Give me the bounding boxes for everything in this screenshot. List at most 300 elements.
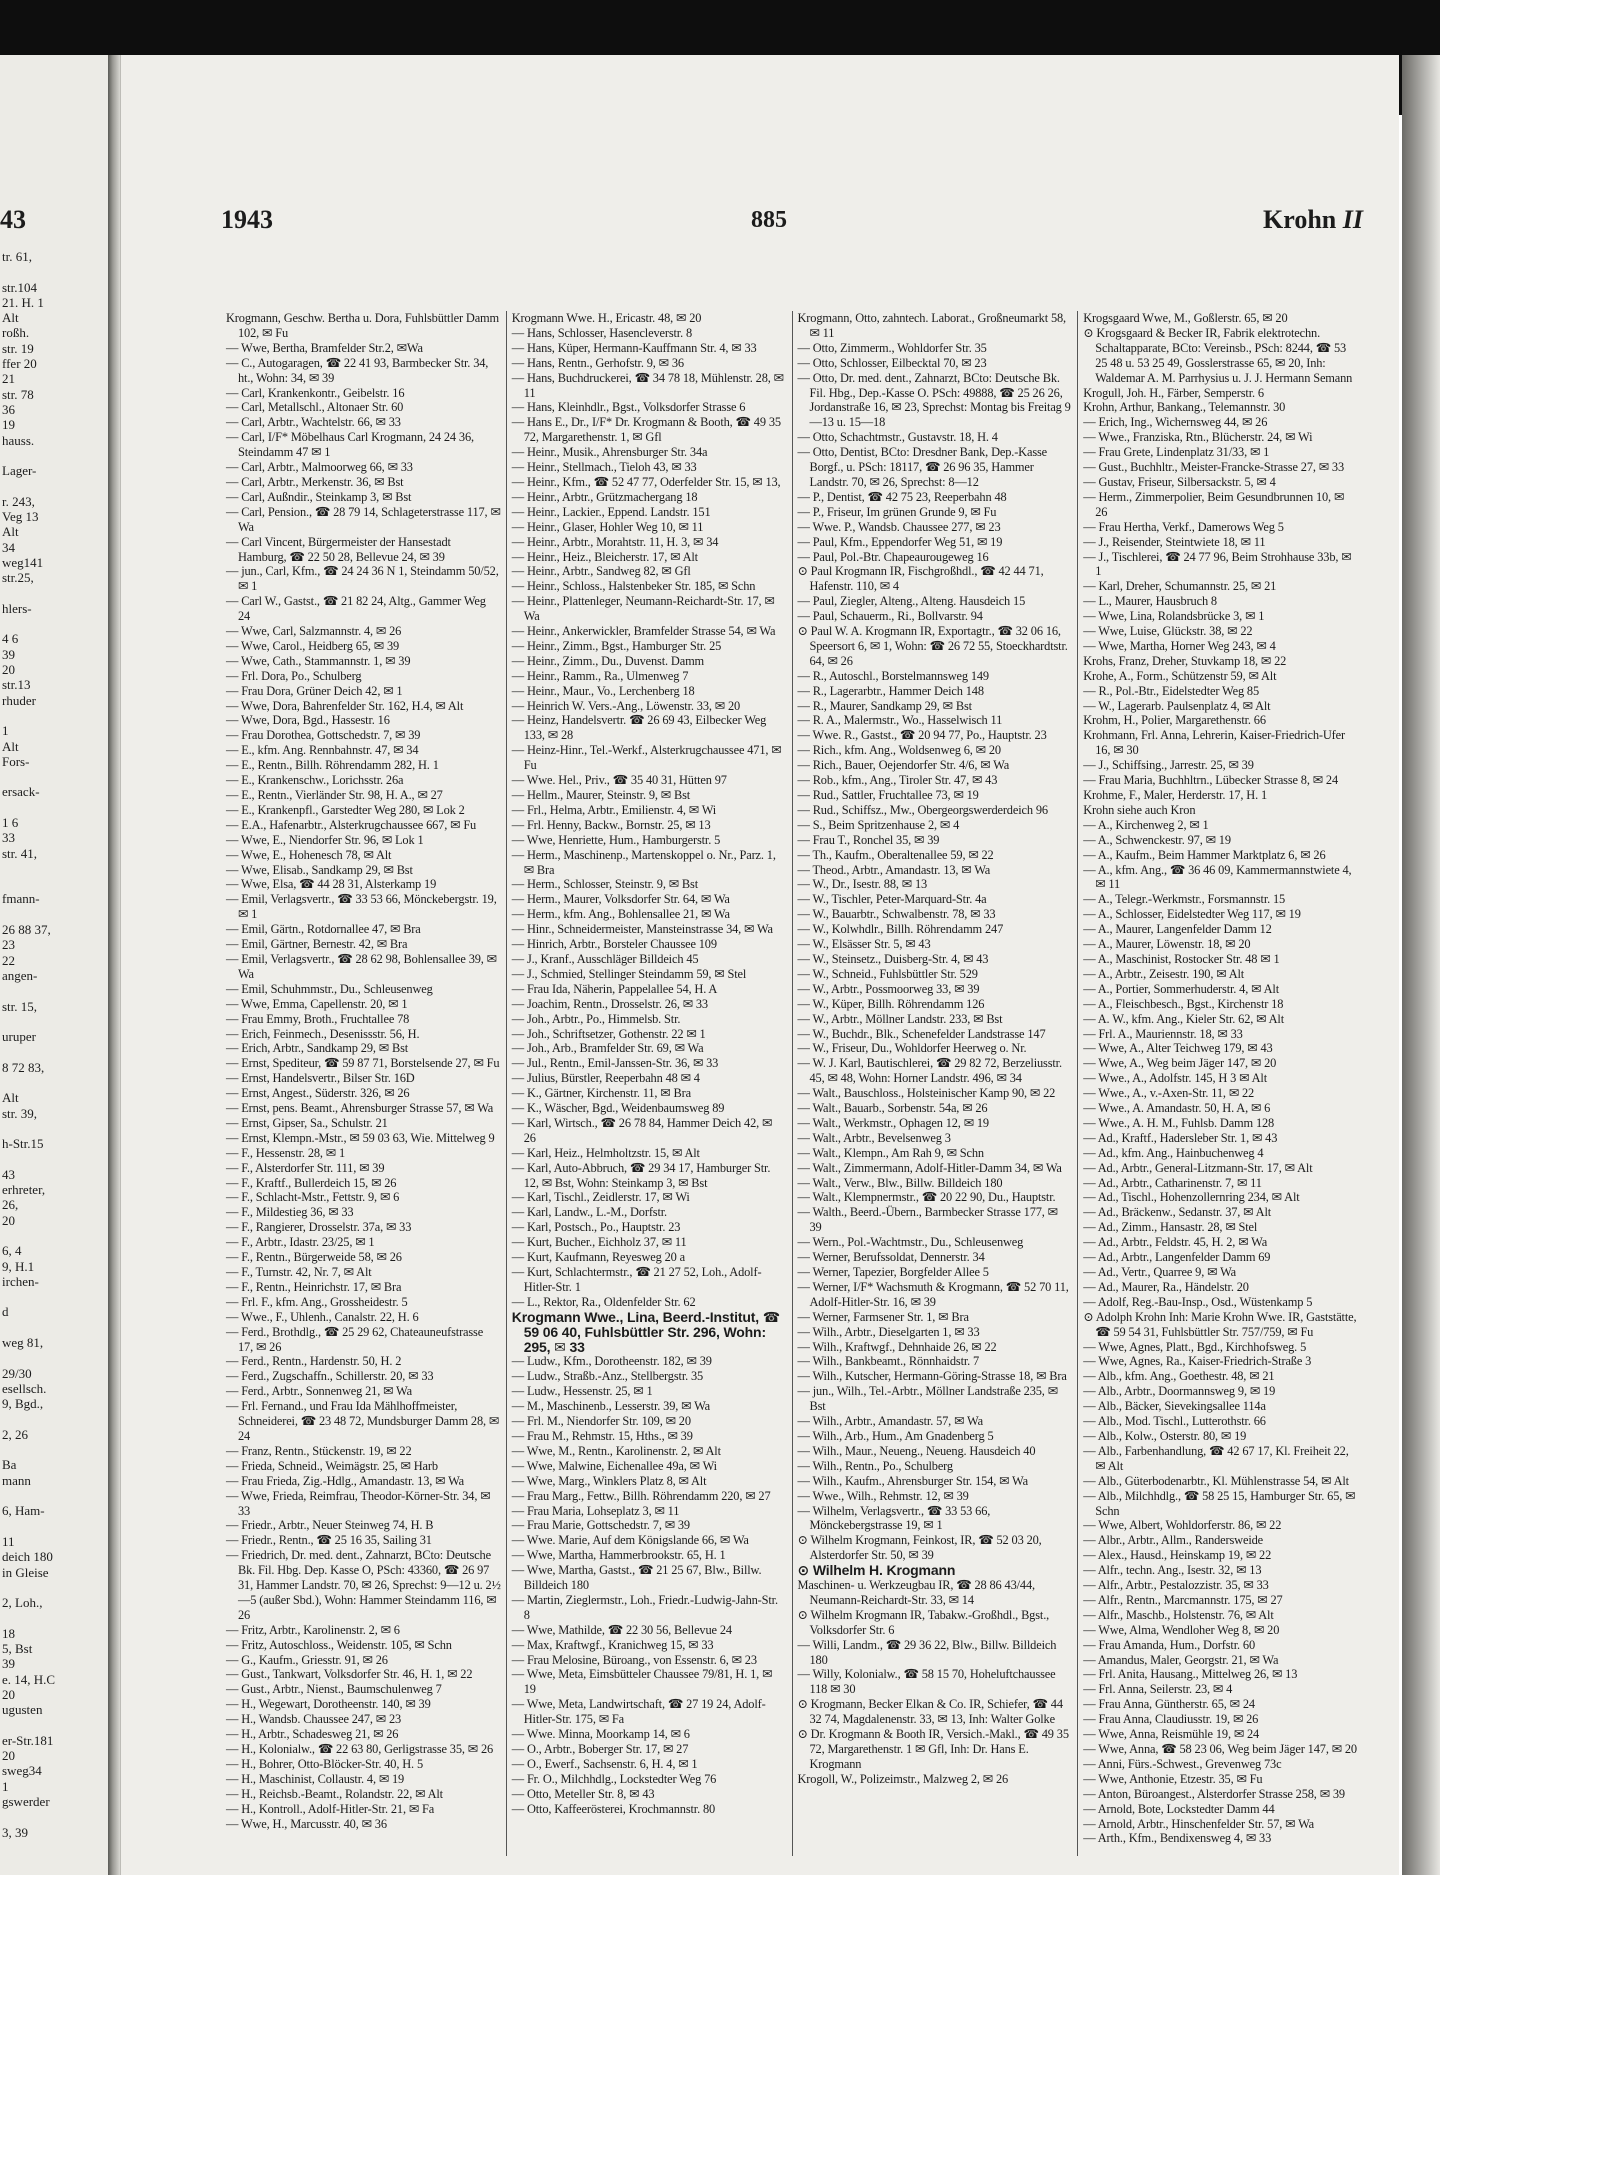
directory-entry: — Wwe, Albert, Wohldorferstr. 86, ✉ 22 [1083,1518,1282,1533]
directory-entry: — Alb., Mod. Tischl., Lutterothstr. 66 [1083,1414,1266,1429]
directory-entry: — Ferd., Brothdlg., ☎ 25 29 62, Chateauneufstrasse 17, ✉ 26 [226,1324,484,1354]
directory-entry: — Ferd., Arbtr., Sonnenweg 21, ✉ Wa [226,1384,412,1399]
directory-entry: — Heinr., Schloss., Halstenbeker Str. 185, ✉ Schn [511,579,756,594]
directory-entry: — Erich, Arbtr., Sandkamp 29, ✉ Bst [226,1041,409,1056]
previous-page-line: 26 88 37, [2,922,51,938]
directory-entry: — Wwe, Marg., Winklers Platz 8, ✉ Alt [511,1473,707,1488]
directory-entry: — Wwe, Anthonie, Etzestr. 35, ✉ Fu [1083,1771,1263,1786]
directory-entry: — Emil, Schuhmmstr., Du., Schleusenweg [226,981,433,996]
directory-entry: — Heinr., Lackier., Eppend. Landstr. 151 [511,504,711,519]
directory-entry: — A., Schwenckestr. 97, ✉ 19 [1083,832,1231,847]
directory-entry: — Werner, Tapezier, Borgfelder Allee 5 [797,1265,989,1279]
previous-page-line: d [2,1304,9,1320]
previous-page-line: Alt [2,524,19,540]
directory-entry: — Herm., kfm. Ang., Bohlensallee 21, ✉ Wa [511,907,730,922]
directory-entry: — Wwe, Frieda, Reimfrau, Theodor-Körner-Str. 34, ✉ 33 [226,1488,491,1518]
directory-entry: — Wwe, M., Rentn., Karolinenstr. 2, ✉ Alt [511,1443,721,1458]
directory-entry: — R., Pol.-Btr., Eidelstedter Weg 85 [1083,683,1260,698]
previous-page-line: 21. H. 1 [2,294,44,310]
directory-entry: Krohm, H., Polier, Margarethenstr. 66 [1083,713,1266,728]
directory-entry: — Walt., Verw., Blw., Billw. Billdeich 180 [797,1175,1003,1190]
directory-entry: — Wwe, Lina, Rolandsbrücke 3, ✉ 1 [1083,609,1265,624]
previous-page-line: 33 [2,830,15,846]
directory-entry: — Frl. Henny, Backw., Bornstr. 25, ✉ 13 [511,817,711,832]
directory-entry: — Walt., Arbtr., Bevelsenweg 3 [797,1130,951,1145]
previous-page-line: roßh. [2,325,30,341]
directory-entry: — Heinr., Kfm., ☎ 52 47 77, Oderfelder Str. 15, ✉ 13, [511,474,781,489]
directory-entry: — Ludw., Straßb.-Anz., Stellbergstr. 35 [511,1369,704,1384]
directory-entry: — Wwe, Luise, Glückstr. 38, ✉ 22 [1083,624,1253,639]
previous-page-line: 2, 26 [2,1426,28,1442]
directory-entry: — Frau Dorothea, Gottschedstr. 7, ✉ 39 [226,728,421,743]
directory-entry: — Frl. A., Mauriennstr. 18, ✉ 33 [1083,1026,1243,1041]
directory-entry: ⊙ Wilhelm Krogmann, Feinkost, IR, ☎ 52 03 20, Alsterdorfer Str. 50, ✉ 39 [797,1533,1042,1563]
directory-entry: — Heinr., Arbtr., Sandweg 82, ✉ Gfl [511,564,691,579]
directory-entry: — Rich., kfm. Ang., Woldsenweg 6, ✉ 20 [797,743,1001,758]
previous-page-line: 26, [2,1197,19,1213]
directory-entry: — Karl, Tischl., Zeidlerstr. 17, ✉ Wi [511,1190,690,1205]
directory-entry: — Ad., Arbtr., Langenfelder Damm 69 [1083,1250,1271,1265]
directory-entry: — Willi, Landm., ☎ 29 36 22, Blw., Billw. Billdeich 180 [797,1637,1057,1667]
directory-entry: — Wwe, E., Hohenesch 78, ✉ Alt [226,847,392,862]
directory-entry: Krohmann, Frl. Anna, Lehrerin, Kaiser-Friedrich-Ufer 16, ✉ 30 [1083,728,1345,758]
previous-page-line: rhuder [2,692,36,708]
directory-entry: — Julius, Bürstler, Reeperbahn 48 ✉ 4 [511,1071,700,1086]
directory-entry: Krohe, A., Form., Schützenstr 59, ✉ Alt [1083,668,1277,683]
directory-entry: — Hans E., Dr., I/F* Dr. Krogmann & Booth, ☎ 49 35 72, Margarethenstr. 1, ✉ Gfl [511,415,781,445]
running-head-suffix: II [1342,205,1363,234]
directory-entry: — Wwe, Elsa, ☎ 44 28 31, Alsterkamp 19 [226,877,437,892]
column-4 [1078,311,1363,1856]
directory-entry: — Wwe, Meta, Landwirtschaft, ☎ 27 19 24, Adolf-Hitler-Str. 175, ✉ Fa [511,1697,766,1727]
previous-page-line: 1 6 [2,814,19,830]
directory-entry: — Carl, Arbtr., Merkenstr. 36, ✉ Bst [226,474,404,489]
directory-entry: — Heinr., Musik., Ahrensburger Str. 34a [511,445,708,460]
previous-page-line: Lager- [2,463,37,479]
directory-entry: — Wwe, A., Alter Teichweg 179, ✉ 43 [1083,1041,1273,1056]
directory-entry: — P., Friseur, Im grünen Grunde 9, ✉ Fu [797,504,997,519]
previous-page-line: 39 [2,1656,15,1672]
directory-entry: Maschinen- u. Werkzeugbau IR, ☎ 28 86 43/44, Neumann-Reichardt-Str. 33, ✉ 14 [797,1578,1035,1607]
directory-entry: — Theod., Arbtr., Amandastr. 13, ✉ Wa [797,862,991,877]
previous-page-line: 23 [2,937,15,953]
directory-entry: — Carl, Außndir., Steinkamp 3, ✉ Bst [226,489,412,504]
previous-page-line [0,1809,108,1824]
directory-entry: — H., Arbtr., Schadesweg 21, ✉ 26 [226,1727,399,1742]
directory-entry: — Otto, Zimmerm., Wohldorfer Str. 35 [797,340,987,355]
directory-entry: — Frau Melosine, Büroang., von Essenstr. 6, ✉ 23 [511,1652,757,1667]
directory-entry: — Wwe. R., Gastst., ☎ 20 94 77, Po., Hauptstr. 23 [797,728,1047,743]
previous-page-line [0,1320,108,1335]
directory-entry: — Frl. M., Niendorfer Str. 109, ✉ 20 [511,1414,691,1429]
page-year: 1943 [221,205,273,234]
directory-entry: Krogull, Joh. H., Färber, Semperstr. 6 [1083,385,1264,400]
directory-entry: — Walt., Werkmstr., Ophagen 12, ✉ 19 [797,1115,989,1130]
directory-entry: — Heinr., Glaser, Hohler Weg 10, ✉ 11 [511,519,704,534]
directory-entry: — S., Beim Spritzenhause 2, ✉ 4 [797,817,960,832]
directory-entry: — Ernst, Spediteur, ☎ 59 87 71, Borstelsende 27, ✉ Fu [226,1056,500,1071]
directory-entry: — Wwe., A., Adolfstr. 145, H 3 ✉ Alt [1083,1071,1267,1086]
directory-entry: — A., Schlosser, Eidelstedter Weg 117, ✉ 19 [1083,907,1301,922]
previous-page-line: e. 14, H.C [2,1671,56,1687]
previous-page-line: str.25, [2,570,34,586]
directory-entry: — A., Maurer, Löwenstr. 18, ✉ 20 [1083,937,1251,952]
directory-entry: — Ad., Zimm., Hansastr. 28, ✉ Stel [1083,1220,1258,1235]
directory-entry: — E., Krankenpfl., Garstedter Weg 280, ✉ Lok 2 [226,802,465,817]
directory-entry: — Gust., Arbtr., Nienst., Baumschulenweg 7 [226,1682,442,1697]
directory-entry: — Wwe, Emma, Capellenstr. 20, ✉ 1 [226,996,408,1011]
previous-page-line: 29/30 [2,1365,32,1381]
directory-entry: — Wwe, Agnes, Ra., Kaiser-Friedrich-Straße 3 [1083,1354,1312,1369]
directory-entry: — Otto, Meteller Str. 8, ✉ 43 [511,1786,655,1801]
previous-page-line [0,1412,108,1427]
directory-entry: — Arnold, Arbtr., Hinschenfelder Str. 57, ✉ Wa [1083,1816,1315,1831]
previous-page-line: uruper [2,1029,36,1045]
previous-page-line: str.104 [2,279,38,295]
directory-entry: — Willy, Kolonialw., ☎ 58 15 70, Hoheluftchaussee 118 ✉ 30 [797,1667,1056,1697]
directory-entry: — W., Küper, Billh. Röhrendamm 126 [797,996,985,1011]
directory-entry: — H., Wegewart, Dorotheenstr. 140, ✉ 39 [226,1697,431,1712]
directory-entry: — Frau Maria, Buchhltrn., Lübecker Strasse 8, ✉ 24 [1083,773,1339,788]
directory-entry: — Frau Amanda, Hum., Dorfstr. 60 [1083,1637,1255,1652]
previous-page-line [0,1519,108,1534]
directory-entry: — Rob., kfm., Ang., Tiroler Str. 47, ✉ 43 [797,773,998,788]
directory-entry: — Paul, Schauerm., Ri., Bollvarstr. 94 [797,609,983,624]
directory-entry: — Frau Maria, Lohseplatz 3, ✉ 11 [511,1503,680,1518]
previous-page-line: 2, Loh., [2,1595,43,1611]
directory-entry: — Th., Kaufm., Oberaltenallee 59, ✉ 22 [797,847,994,862]
directory-entry: — Arnold, Bote, Lockstedter Damm 44 [1083,1801,1275,1816]
directory-entry: — Rud., Schiffsz., Mw., Obergeorgswerderdeich 96 [797,802,1048,817]
directory-entry: — W., Elsässer Str. 5, ✉ 43 [797,937,931,952]
directory-entry: — Arth., Kfm., Bendixensweg 4, ✉ 33 [1083,1831,1272,1846]
directory-entry: — E., Rentn., Vierländer Str. 98, H. A., ✉ 27 [226,788,443,802]
directory-entry: — Ad., Tischl., Hohenzollernring 234, ✉ Alt [1083,1190,1300,1205]
directory-entry: — Frau Dora, Grüner Deich 42, ✉ 1 [226,683,403,698]
directory-entry: — Herm., Zimmerpolier, Beim Gesundbrunnen 10, ✉ 26 [1083,489,1345,519]
directory-entry: — Heinz-Hinr., Tel.-Werkf., Alsterkrugchaussee 471, ✉ Fu [511,743,782,773]
directory-entry: — Rud., Sattler, Fruchtallee 73, ✉ 19 [797,788,979,802]
directory-entry: — A., Kaufm., Beim Hammer Marktplatz 6, ✉ 26 [1083,847,1326,862]
previous-page-line [0,800,108,815]
directory-entry: — Wwe, Cath., Stammannstr. 1, ✉ 39 [226,653,411,668]
directory-entry: — Wilh., Kraftwgf., Dehnhaide 26, ✉ 22 [797,1339,997,1354]
directory-entry: — Gust., Tankwart, Volksdorfer Str. 46, H. 1, ✉ 22 [226,1667,473,1682]
previous-page-line: 21 [2,371,15,387]
previous-page-line: 9, H.1 [2,1258,35,1274]
directory-entry: — Frau T., Ronchel 35, ✉ 39 [797,832,940,847]
directory-entry: — Fritz, Autoschloss., Weidenstr. 105, ✉ Schn [226,1637,452,1652]
directory-entry: — Karl, Heiz., Helmholtzstr. 15, ✉ Alt [511,1145,700,1160]
previous-page-line: 20 [2,1748,15,1764]
directory-entry: — Alb., kfm. Ang., Goethestr. 48, ✉ 21 [1083,1369,1275,1384]
directory-entry: — F., Kraftf., Bullerdeich 15, ✉ 26 [226,1175,397,1190]
directory-entry: — Martin, Zieglermstr., Loh., Friedr.-Ludwig-Jahn-Str. 8 [511,1592,778,1622]
previous-page-line: ffer 20 [2,356,37,372]
previous-page-line: angen- [2,967,38,983]
directory-entry: — Fritz, Arbtr., Karolinenstr. 2, ✉ 6 [226,1622,400,1637]
directory-entry: — Alb., Bäcker, Sievekingsallee 114a [1083,1399,1266,1414]
previous-page-line [0,1152,108,1167]
directory-entry: — Walt., Zimmermann, Adolf-Hitler-Damm 34, ✉ Wa [797,1160,1062,1175]
directory-entry: — Albr., Arbtr., Allm., Randersweide [1083,1533,1264,1548]
column-1 [221,311,507,1856]
directory-entry: — Wwe, Malwine, Eichenallee 49a, ✉ Wi [511,1458,717,1473]
previous-page-line [0,1718,108,1733]
column-2 [507,311,793,1856]
directory-entry: — Wwe, Anna, ☎ 58 23 06, Weg beim Jäger 147, ✉ 20 [1083,1742,1357,1756]
previous-page-line: 6, 4 [2,1243,22,1259]
previous-page-line: erhreter, [2,1182,46,1198]
directory-entry: — Alfr., Maschb., Holstenstr. 76, ✉ Alt [1083,1607,1274,1622]
directory-entry: Krogmann Wwe. H., Ericastr. 48, ✉ 20 [511,311,702,325]
directory-entry: — Wwe. Marie, Auf dem Königslande 66, ✉ Wa [511,1533,749,1548]
directory-entry: — J., Schiffsing., Jarrestr. 25, ✉ 39 [1083,758,1254,773]
previous-page-line [0,1350,108,1365]
page-number: 885 [751,207,787,233]
directory-entry: — G., Kaufm., Griesstr. 91, ✉ 26 [226,1652,388,1667]
previous-page-line: 20 [2,662,15,678]
directory-entry: — Friedr., Rentn., ☎ 25 16 35, Sailing 31 [226,1533,432,1548]
directory-entry: — Gustav, Friseur, Silbersackstr. 5, ✉ 4 [1083,474,1276,489]
previous-page-line [0,983,108,998]
directory-entry: — Frau Emmy, Broth., Fruchtallee 78 [226,1011,410,1026]
directory-entry: — Ludw., Hessenstr. 25, ✉ 1 [511,1384,653,1399]
directory-entry: — J., Reisender, Steintwiete 18, ✉ 11 [1083,534,1266,549]
directory-entry: — A., Telegr.-Werkmstr., Forsmannstr. 15 [1083,892,1286,907]
directory-entry: — Heinr., Heiz., Bleicherstr. 17, ✉ Alt [511,549,698,564]
directory-entry: — Frau Marg., Fettw., Billh. Röhrendamm 220, ✉ 27 [511,1488,771,1503]
directory-entry: ⊙ Wilhelm H. Krogmann [797,1562,956,1579]
directory-entry: — Hans, Buchdruckerei, ☎ 34 78 18, Mühlenstr. 28, ✉ 11 [511,370,784,400]
previous-page-line [0,1044,108,1059]
directory-entry: — Emil, Gärtner, Bernestr. 42, ✉ Bra [226,937,408,952]
directory-entry: — Rich., Bauer, Oejendorfer Str. 4/6, ✉ Wa [797,758,1010,773]
previous-page-line [0,616,108,631]
directory-entry: Krogmann, Geschw. Bertha u. Dora, Fuhlsbüttler Damm 102, ✉ Fu [226,311,500,340]
previous-page-line: 39 [2,646,15,662]
directory-entry: — E., Krankenschw., Lorichsstr. 26a [226,773,404,788]
directory-entry: — Wwe, Dora, Bgd., Hassestr. 16 [226,713,390,728]
directory-entry: — Frau Marie, Gottschedstr. 7, ✉ 39 [511,1518,690,1533]
directory-entry: — Wwe., A. Amandastr. 50, H. A, ✉ 6 [1083,1101,1271,1116]
previous-page-line [0,907,108,922]
directory-entry: — R. A., Malermstr., Wo., Hasselwisch 11 [797,713,1003,728]
directory-entry: — Wwe. Minna, Moorkamp 14, ✉ 6 [511,1727,690,1742]
directory-entry: ⊙ Wilhelm Krogmann IR, Tabakw.-Großhdl., Bgst., Volksdorfer Str. 6 [797,1607,1050,1637]
directory-entry: — Wilh., Bankbeamt., Rönnhaidstr. 7 [797,1354,980,1369]
directory-entry: — Frau Anna, Claudiusstr. 19, ✉ 26 [1083,1712,1259,1727]
directory-entry: — A., Fleischbesch., Bgst., Kirchenstr 18 [1083,996,1284,1011]
directory-entry: — Wwe, Carl, Salzmannstr. 4, ✉ 26 [226,624,402,639]
previous-page-line: sweg34 [2,1763,42,1779]
directory-entry: — Ad., Arbtr., General-Litzmann-Str. 17, ✉ Alt [1083,1160,1313,1175]
directory-entry: — W., Lagerarb. Paulsenplatz 4, ✉ Alt [1083,698,1271,713]
previous-page-line: ugusten [2,1702,43,1718]
column-3 [793,311,1079,1856]
directory-entry: — Frau M., Rehmstr. 15, Hths., ✉ 39 [511,1428,693,1443]
directory-entry: ⊙ Dr. Krogmann & Booth IR, Versich.-Makl., ☎ 49 35 72, Margarethenstr. 1 ✉ Gfl, Inh: Dr. Hans E. Krogmann [797,1727,1069,1771]
directory-entry: — Fr. O., Milchhdlg., Lockstedter Weg 76 [511,1771,717,1786]
directory-entry: — Hans, Kleinhdlr., Bgst., Volksdorfer Strasse 6 [511,400,746,415]
previous-page-line: 3, 39 [2,1824,28,1840]
directory-entry: — Ad., Maurer, Ra., Händelstr. 20 [1083,1279,1249,1294]
directory-entry: — Hinrich, Arbtr., Borsteler Chaussee 109 [511,937,717,952]
directory-entry: — Alex., Hausd., Heinskamp 19, ✉ 22 [1083,1548,1272,1563]
directory-entry: — A., Maurer, Langenfelder Damm 12 [1083,922,1272,937]
directory-entry: — Hellm., Maurer, Steinstr. 9, ✉ Bst [511,788,691,802]
directory-entry: — A., Maschinist, Rostocker Str. 48 ✉ 1 [1083,951,1280,966]
directory-entry: — Ernst, Klempn.-Mstr., ✉ 59 03 63, Wie. Mittelweg 9 [226,1130,495,1145]
previous-page-line: 8 72 83, [2,1059,45,1075]
directory-entry: — Karl, Landw., L.-M., Dorfstr. [511,1205,667,1220]
directory-columns [221,311,1363,1856]
previous-page-line: 1 [2,1778,9,1794]
directory-entry: — Frl. F., kfm. Ang., Grossheidestr. 5 [226,1294,408,1309]
directory-entry: — Friedrich, Dr. med. dent., Zahnarzt, BCto: Deutsche Bk. Fil. Hbg. Dep. Kasse O, PSch: 43360, ☎ 26 97 31, Hammer Landstr. 70, ✉ 26, Sprechst: 9—12 u. 2½—5 (außer Sbd.), Wohn: Hammer Steindamm 116, ✉ 26 [226,1548,501,1622]
previous-page-line: 20 [2,1212,15,1228]
previous-page-line: esellsch. [2,1380,47,1396]
previous-page-line: 11 [2,1533,15,1549]
directory-entry: — Wwe, Mathilde, ☎ 22 30 56, Bellevue 24 [511,1622,732,1637]
directory-entry: ⊙ Krogsgaard & Becker IR, Fabrik elektrotechn. Schaltapparate, BCto: Vereinsb., PSch: 8244, ☎ 53 25 48 u. 53 25 49, Gosslerstrasse 65, ✉ 20, Inh: Waldemar A. M. Parrhysius u. J. J. Hermann Semann [1083,325,1353,385]
directory-entry: — Werner, Berufssoldat, Dennerstr. 34 [797,1250,985,1265]
directory-entry: — Walt., Klempnermstr., ☎ 20 22 90, Du., Hauptstr. [797,1190,1056,1205]
previous-page-line: Alt [2,1090,19,1106]
directory-entry: ⊙ Krogmann, Becker Elkan & Co. IR, Schiefer, ☎ 44 32 74, Magdalenenstr. 33, ✉ 13, Inh: Walter Golke [797,1697,1063,1727]
previous-page-line [0,876,108,891]
directory-entry: ⊙ Paul W. A. Krogmann IR, Exportagtr., ☎ 32 06 16, Speersort 6, ✉ 1, Wohn: ☎ 26 72 55, Stoeckhardtstr. 64, ✉ 26 [797,624,1068,668]
directory-entry: — J., Schmied, Stellinger Steindamm 59, ✉ Stel [511,966,747,981]
directory-entry: — M., Maschinenb., Lesserstr. 39, ✉ Wa [511,1399,710,1414]
directory-entry: — Wwe, Henriette, Hum., Hamburgerstr. 5 [511,832,721,847]
page-header [221,205,1363,247]
directory-entry: — Erich, Ing., Wichernsweg 44, ✉ 26 [1083,415,1268,430]
directory-entry: — J., Tischlerei, ☎ 24 77 96, Beim Strohhause 33b, ✉ 1 [1083,549,1352,579]
directory-entry: — Paul, Ziegler, Alteng., Alteng. Hausdeich 15 [797,594,1026,609]
directory-entry: ⊙ Paul Krogmann IR, Fischgroßhdl., ☎ 42 44 71, Hafenstr. 110, ✉ 4 [797,564,1044,594]
directory-entry: — Wwe, Martha, Gastst., ☎ 21 25 67, Blw., Billw. Billdeich 180 [511,1563,762,1593]
directory-entry: — Wwe., F., Uhlenh., Canalstr. 22, H. 6 [226,1309,419,1324]
directory-entry: — A., Portier, Sommerhuderstr. 4, ✉ Alt [1083,981,1279,996]
directory-entry: — Heinr., Plattenleger, Neumann-Reichardt-Str. 17, ✉ Wa [511,594,775,624]
directory-entry: — Carl Vincent, Bürgermeister der Hansestadt Hamburg, ☎ 22 50 28, Bellevue 24, ✉ 39 [226,534,451,564]
directory-entry: — Ferd., Rentn., Hardenstr. 50, H. 2 [226,1354,402,1369]
directory-entry: — Kurt, Schlachtermstr., ☎ 21 27 52, Loh., Adolf-Hitler-Str. 1 [511,1265,762,1294]
previous-page-line: deich 180 [2,1549,53,1565]
previous-page-line: Veg 13 [2,509,39,525]
directory-entry: — Walt., Bauarb., Sorbenstr. 54a, ✉ 26 [797,1101,988,1116]
directory-entry: — L., Rektor, Ra., Oldenfelder Str. 62 [511,1294,696,1309]
previous-page-line: 34 [2,539,15,555]
previous-page-line: gswerder [2,1793,50,1809]
directory-entry: — Ad., Arbtr., Catharinenstr. 7, ✉ 11 [1083,1175,1262,1190]
directory-entry: — Jul., Rentn., Emil-Janssen-Str. 36, ✉ 33 [511,1056,719,1071]
directory-entry: — Wwe. Hel., Priv., ☎ 35 40 31, Hütten 97 [511,773,727,788]
directory-entry: — Heinr., Ramm., Ra., Ulmenweg 7 [511,668,689,683]
directory-entry: — Wwe, A., Weg beim Jäger 147, ✉ 20 [1083,1056,1277,1071]
directory-entry: — W., Dr., Isestr. 88, ✉ 13 [797,877,928,892]
directory-entry: — O., Ewerf., Sachsenstr. 6, H. 4, ✉ 1 [511,1756,698,1771]
directory-entry: — Wilh., Maur., Neueng., Neueng. Hausdeich 40 [797,1443,1036,1458]
directory-entry: — Carl, Pension., ☎ 28 79 14, Schlageterstrasse 117, ✉ Wa [226,504,501,534]
directory-entry: — Frl. Anita, Hausang., Mittelweg 26, ✉ 13 [1083,1667,1298,1682]
directory-entry: Krogmann, Otto, zahntech. Laborat., Großneumarkt 58, ✉ 11 [797,311,1066,340]
directory-entry: — Walt., Klempn., Am Rah 9, ✉ Schn [797,1145,984,1160]
previous-page-line: str. 15, [2,998,38,1014]
directory-entry: — H., Reichsb.-Beamt., Rolandstr. 22, ✉ Alt [226,1786,443,1801]
directory-entry: — F., Hessenstr. 28, ✉ 1 [226,1145,346,1160]
previous-page-line: 6, Ham- [2,1503,45,1519]
directory-entry: — Wwe, Carol., Heidberg 65, ✉ 39 [226,638,400,653]
directory-entry: — Otto, Kaffeerösterei, Krochmannstr. 80 [511,1801,716,1816]
previous-page-line: 20 [2,1686,15,1702]
directory-entry: — Carl, Arbtr., Malmoorweg 66, ✉ 33 [226,460,413,475]
previous-page-line: 5, Bst [2,1641,33,1657]
directory-entry: — Paul, Pol.-Btr. Chapeaurougeweg 16 [797,549,989,564]
previous-page-year: 43 [0,205,26,234]
directory-entry: Krogmann Wwe., Lina, Beerd.-Institut, ☎ 59 06 40, Fuhlsbüttler Str. 296, Wohn: 295, ✉ 33 [511,1308,781,1355]
directory-entry: — Friedr., Arbtr., Neuer Steinweg 74, H. B [226,1518,434,1533]
directory-entry: — Paul, Kfm., Eppendorfer Weg 51, ✉ 19 [797,534,1003,549]
directory-entry: — J., Kranf., Ausschläger Billdeich 45 [511,951,699,966]
previous-page-line [0,478,108,493]
directory-entry: — Karl, Auto-Abbruch, ☎ 29 34 17, Hamburger Str. 12, ✉ Bst, Wohn: Steinkamp 3, ✉ Bst [511,1160,771,1190]
previous-page-line: tr. 61, [2,249,32,264]
previous-page-line: er-Str.181 [2,1732,54,1748]
directory-entry: — Karl, Dreher, Schumannstr. 25, ✉ 21 [1083,579,1277,594]
directory-entry: — W., Buchdr., Blk., Schenefelder Landstrasse 147 [797,1026,1046,1041]
directory-entry: — A., kfm. Ang., ☎ 36 46 09, Kammermannstwiete 4, ✉ 11 [1083,862,1352,892]
directory-page [120,55,1399,1875]
directory-entry: — Alb., Arbtr., Doormannsweg 9, ✉ 19 [1083,1384,1276,1399]
directory-entry: — Wwe, Martha, Hammerbrookstr. 65, H. 1 [511,1548,726,1563]
directory-entry: — Wwe, H., Marcusstr. 40, ✉ 36 [226,1816,387,1831]
directory-entry: — R., Autoschl., Borstelmannsweg 149 [797,668,989,683]
directory-entry: ⊙ Adolph Krohn Inh: Marie Krohn Wwe. IR, Gaststätte, ☎ 59 54 31, Fuhlsbüttler Str. 757/759, ✉ Fu [1083,1309,1357,1339]
directory-entry: — Heinr., Zimm., Du., Duvenst. Damm [511,653,705,668]
previous-page-line: weg 81, [2,1335,44,1351]
previous-page-line: 4 6 [2,631,19,647]
directory-entry: — Joh., Arbtr., Po., Himmelsb. Str. [511,1011,681,1026]
directory-entry: — Ad., Bräckenw., Sedanstr. 37, ✉ Alt [1083,1205,1272,1220]
directory-entry: — Wwe., Franziska, Rtn., Blücherstr. 24, ✉ Wi [1083,430,1313,445]
directory-entry: — Wilh., Arb., Hum., Am Gnadenberg 5 [797,1428,994,1443]
previous-page-strip [0,55,108,1875]
directory-entry: — Gust., Buchhltr., Meister-Francke-Strasse 27, ✉ 33 [1083,460,1345,475]
directory-entry: — Carl, Krankenkontr., Geibelstr. 16 [226,385,405,400]
directory-entry: — Joachim, Rentn., Drosselstr. 26, ✉ 33 [511,996,708,1011]
directory-entry: — Adolf, Reg.-Bau-Insp., Osd., Wüstenkamp 5 [1083,1294,1313,1309]
directory-entry: — Karl, Wirtsch., ☎ 26 78 84, Hammer Deich 42, ✉ 26 [511,1115,773,1145]
previous-page-line: Fors- [2,753,30,769]
previous-page-line: ersack- [2,784,40,800]
directory-entry: — Ernst, Angest., Süderstr. 326, ✉ 26 [226,1086,410,1101]
directory-entry: — Heinr., Ankerwickler, Bramfelder Strasse 54, ✉ Wa [511,624,776,639]
previous-page-line [0,448,108,463]
directory-entry: — Wwe., A., v.-Axen-Str. 11, ✉ 22 [1083,1086,1255,1101]
previous-page-line [0,1228,108,1243]
directory-entry: — Otto, Dr. med. dent., Zahnarzt, BCto: Deutsche Bk. Fil. Hbg., Dep.-Kasse O. PSch: 49888, ☎ 25 26 26, Jordanstraße 16, ✉ 23, Sprechst: Montag bis Freitag 9—13 u. 15—18 [797,370,1071,430]
previous-page-line [0,1488,108,1503]
directory-entry: — Ad., Vertr., Quarree 9, ✉ Wa [1083,1265,1236,1279]
running-head-name: Krohn [1263,205,1337,234]
directory-entry: — Carl W., Gastst., ☎ 21 82 24, Altg., Gammer Weg 24 [226,594,486,624]
directory-entry: — jun., Wilh., Tel.-Arbtr., Möllner Landstraße 235, ✉ Bst [797,1384,1058,1414]
previous-page-line: 18 [2,1625,15,1641]
directory-entry: — P., Dentist, ☎ 42 75 23, Reeperbahn 48 [797,489,1007,504]
directory-entry: — Heinrich W. Vers.-Ang., Löwenstr. 33, ✉ 20 [511,698,741,713]
